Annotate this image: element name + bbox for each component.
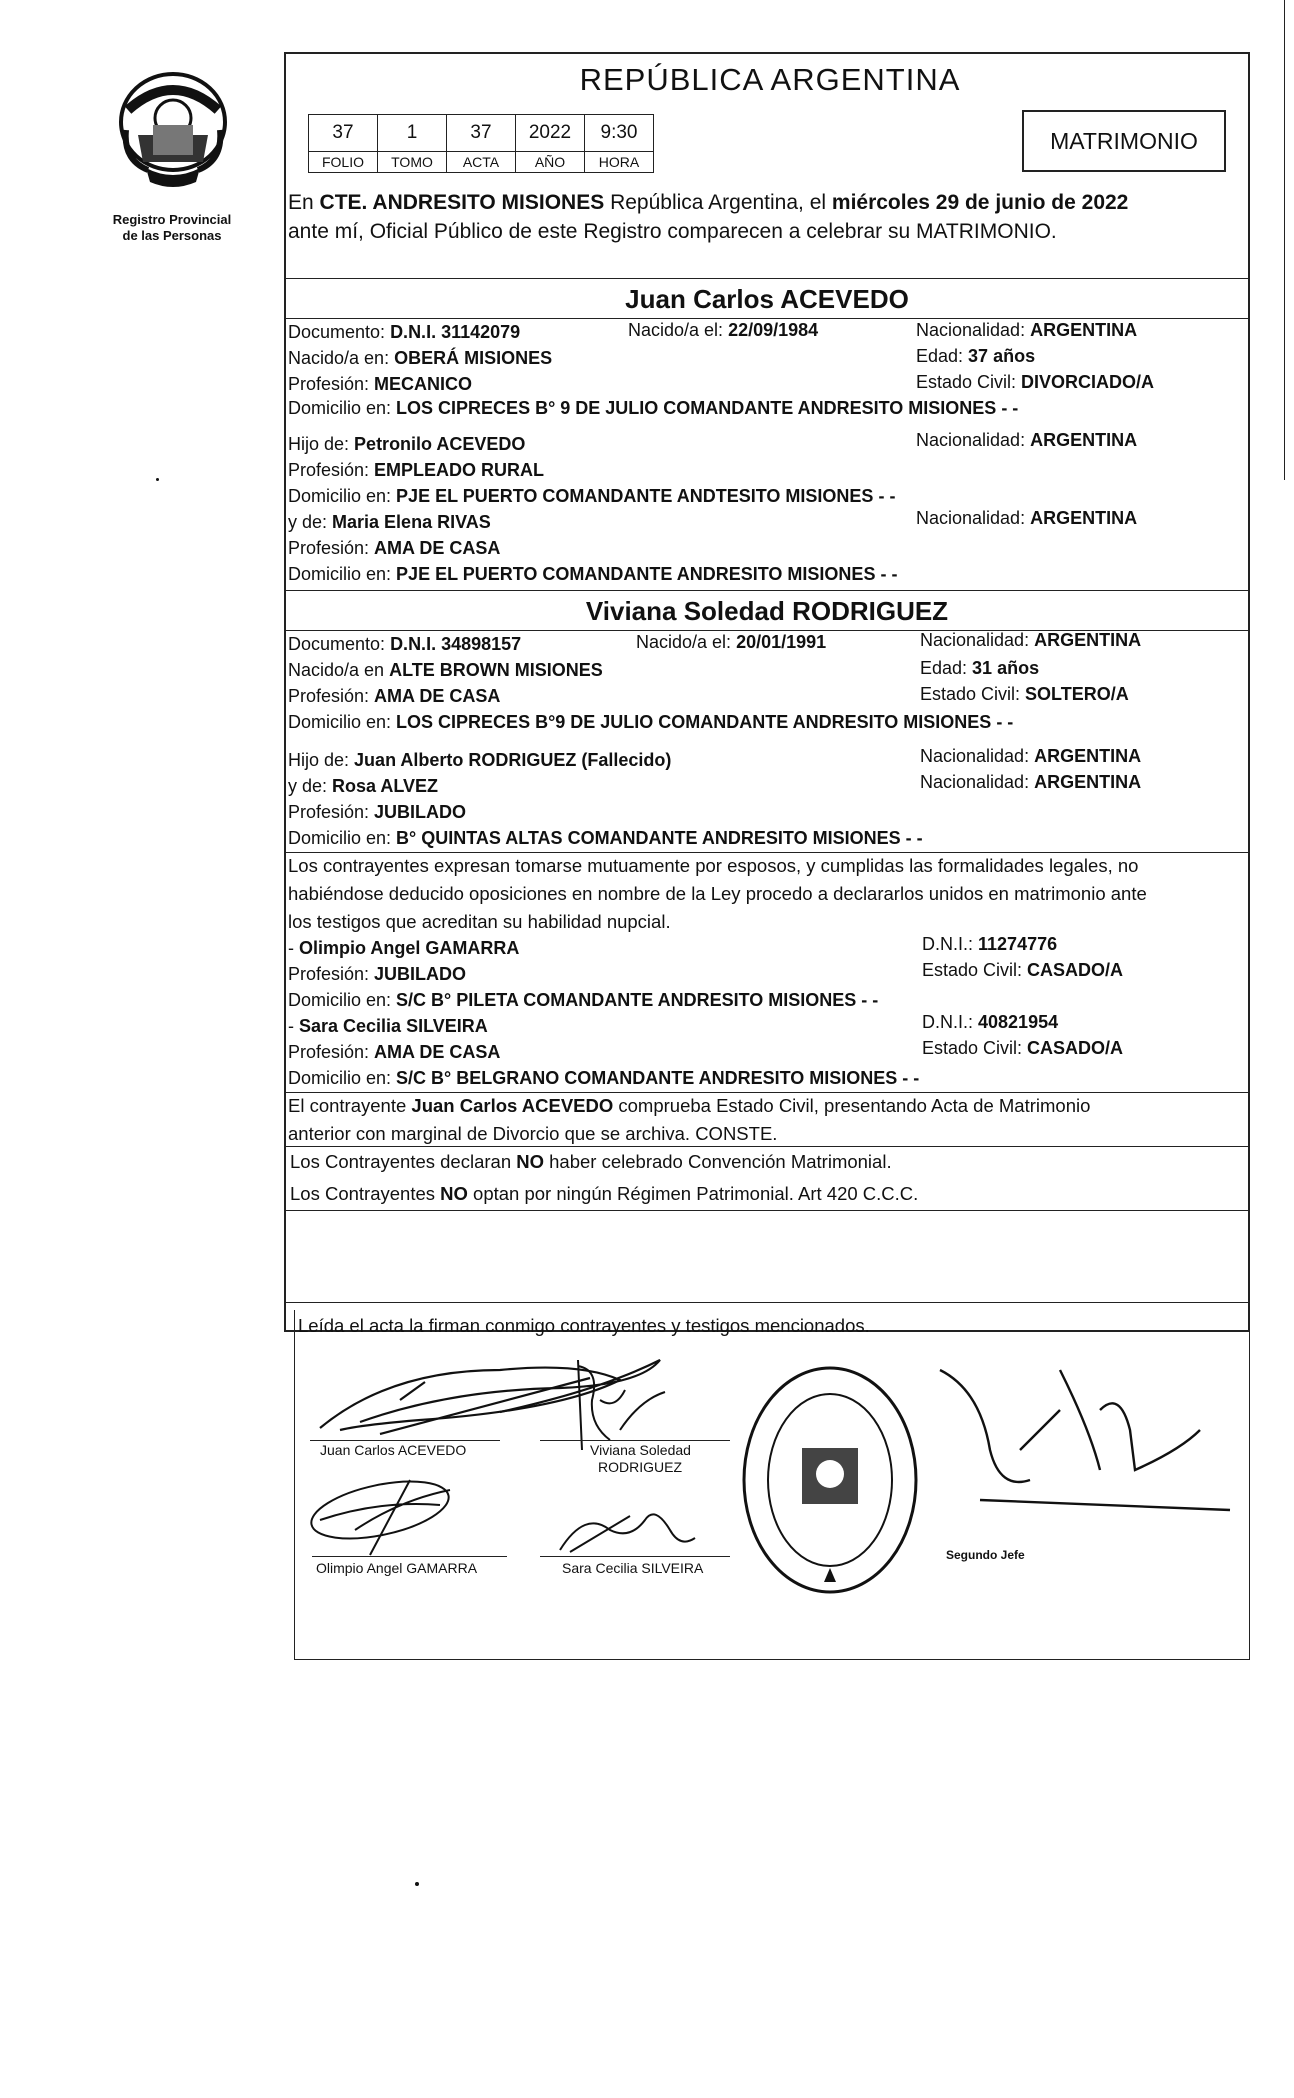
witness2-signature-line bbox=[540, 1556, 730, 1557]
witness2-name: - Sara Cecilia SILVEIRA bbox=[288, 1016, 488, 1036]
witness1-domicilio: Domicilio en: S/C B° PILETA COMANDANTE ANDRESITO MISIONES - - bbox=[288, 990, 879, 1010]
bride-nacionalidad: Nacionalidad: ARGENTINA bbox=[920, 630, 1142, 650]
witness2-estado-civil: Estado Civil: CASADO/A bbox=[922, 1038, 1124, 1058]
bride-signature-icon bbox=[578, 1360, 665, 1450]
logo-caption-line2: de las Personas bbox=[122, 228, 222, 243]
official-title: Segundo Jefe bbox=[946, 1548, 1025, 1562]
bride-name: Viviana Soledad RODRIGUEZ bbox=[585, 596, 949, 626]
hora-label: HORA bbox=[585, 152, 654, 173]
act-type-box: MATRIMONIO bbox=[1022, 110, 1226, 172]
logo-caption-line1: Registro Provincial bbox=[112, 212, 232, 227]
divider bbox=[284, 318, 1250, 319]
anio-label: AÑO bbox=[516, 152, 585, 173]
acta-value: 37 bbox=[447, 115, 516, 152]
divider bbox=[284, 590, 1250, 591]
witness2-signature-icon bbox=[560, 1514, 695, 1552]
groom-domicilio: Domicilio en: LOS CIPRECES B° 9 DE JULIO COMANDANTE ANDRESITO MISIONES - - bbox=[288, 398, 1019, 418]
anio-value: 2022 bbox=[516, 115, 585, 152]
bride-edad: Edad: 31 años bbox=[920, 658, 1040, 678]
groom-edad: Edad: 37 años bbox=[916, 346, 1036, 366]
country-title: REPÚBLICA ARGENTINA bbox=[579, 62, 961, 97]
groom-father-profesion: Profesión: EMPLEADO RURAL bbox=[288, 460, 545, 480]
coat-of-arms-icon bbox=[108, 70, 238, 230]
official-seal-icon bbox=[744, 1368, 916, 1592]
tomo-value: 1 bbox=[378, 115, 447, 152]
bride-mother-domicilio: Domicilio en: B° QUINTAS ALTAS COMANDANTE ANDRESITO MISIONES - - bbox=[288, 828, 923, 848]
groom-father-domicilio: Domicilio en: PJE EL PUERTO COMANDANTE ANDTESITO MISIONES - - bbox=[288, 486, 896, 506]
bride-mother-profesion: Profesión: JUBILADO bbox=[288, 802, 467, 822]
divider bbox=[284, 1146, 1250, 1147]
witness2-signature-name: Sara Cecilia SILVEIRA bbox=[562, 1560, 704, 1576]
witness1-profesion: Profesión: JUBILADO bbox=[288, 964, 467, 984]
hora-value: 9:30 bbox=[585, 115, 654, 152]
witness1-signature-icon bbox=[306, 1471, 453, 1555]
registry-table bbox=[308, 114, 654, 173]
groom-mother-nacionalidad: Nacionalidad: ARGENTINA bbox=[916, 508, 1138, 528]
groom-name: Juan Carlos ACEVEDO bbox=[625, 284, 909, 314]
groom-signature-line bbox=[310, 1440, 500, 1441]
groom-signature-icon bbox=[320, 1360, 660, 1434]
declaration-text: Los contrayentes expresan tomarse mutuamente por esposos, y cumplidas las formalidades legales, no habiéndose deducido oposiciones en nombre de la Ley procedo a declararlos unidos en matrimonio ante los testigos que acreditan su habilidad nupcial. bbox=[288, 855, 1147, 932]
groom-mother: y de: Maria Elena RIVAS bbox=[288, 512, 491, 532]
witness1-estado-civil: Estado Civil: CASADO/A bbox=[922, 960, 1124, 980]
groom-mother-domicilio: Domicilio en: PJE EL PUERTO COMANDANTE ANDRESITO MISIONES - - bbox=[288, 564, 898, 584]
witness1-dni: D.N.I.: 11274776 bbox=[922, 934, 1058, 954]
registry-logo bbox=[108, 70, 238, 243]
bride-nacido-en: Nacido/a en ALTE BROWN MISIONES bbox=[288, 660, 603, 680]
witness2-dni: D.N.I.: 40821954 bbox=[922, 1012, 1059, 1032]
groom-estado-civil: Estado Civil: DIVORCIADO/A bbox=[916, 372, 1155, 392]
page-edge-line bbox=[1284, 0, 1285, 480]
scan-dot bbox=[156, 478, 159, 481]
tomo-label: TOMO bbox=[378, 152, 447, 173]
groom-nacido-en: Nacido/a en: OBERÁ MISIONES bbox=[288, 348, 553, 368]
groom-signature-name: Juan Carlos ACEVEDO bbox=[320, 1442, 467, 1458]
intro-paragraph: En CTE. ANDRESITO MISIONES República Argentina, el miércoles 29 de junio de 2022 ante mí, Oficial Público de este Registro comparecen a celebrar su MATRIMONIO. bbox=[288, 191, 1129, 243]
witness1-name: - Olimpio Angel GAMARRA bbox=[288, 938, 520, 958]
bride-domicilio: Domicilio en: LOS CIPRECES B°9 DE JULIO COMANDANTE ANDRESITO MISIONES - - bbox=[288, 712, 1014, 732]
scan-dot bbox=[415, 1882, 419, 1886]
groom-nacionalidad: Nacionalidad: ARGENTINA bbox=[916, 320, 1138, 340]
groom-nacido-el: Nacido/a el: 22/09/1984 bbox=[628, 320, 819, 340]
bride-signature-name2: RODRIGUEZ bbox=[598, 1459, 682, 1475]
reading-statement: Leída el acta la firman conmigo contrayentes y testigos mencionados. bbox=[298, 1315, 870, 1336]
groom-documento: Documento: D.N.I. 31142079 bbox=[288, 322, 521, 342]
convention-note: Los Contrayentes declaran NO haber celebrado Convención Matrimonial. Los Contrayentes NO optan por ningún Régimen Patrimonial. Art 420 C.C.C. bbox=[290, 1151, 919, 1204]
witness1-signature-line bbox=[312, 1556, 507, 1557]
folio-value: 37 bbox=[309, 115, 378, 152]
acta-label: ACTA bbox=[447, 152, 516, 173]
bride-father: Hijo de: Juan Alberto RODRIGUEZ (Fallecido) bbox=[288, 750, 672, 770]
bride-mother: y de: Rosa ALVEZ bbox=[288, 776, 439, 796]
bride-signature-name1: Viviana Soledad bbox=[590, 1442, 691, 1458]
groom-father: Hijo de: Petronilo ACEVEDO bbox=[288, 434, 526, 454]
bride-mother-nacionalidad: Nacionalidad: ARGENTINA bbox=[920, 772, 1142, 792]
groom-profesion: Profesión: MECANICO bbox=[288, 374, 473, 394]
bride-father-nacionalidad: Nacionalidad: ARGENTINA bbox=[920, 746, 1142, 766]
signatures-svg bbox=[300, 1330, 1250, 1650]
bride-documento: Documento: D.N.I. 34898157 bbox=[288, 634, 522, 654]
divider bbox=[284, 1210, 1250, 1211]
folio-label: FOLIO bbox=[309, 152, 378, 173]
divider bbox=[284, 1302, 1250, 1303]
bride-estado-civil: Estado Civil: SOLTERO/A bbox=[920, 684, 1129, 704]
official-signature-icon bbox=[940, 1370, 1230, 1510]
witness2-profesion: Profesión: AMA DE CASA bbox=[288, 1042, 501, 1062]
bride-profesion: Profesión: AMA DE CASA bbox=[288, 686, 501, 706]
groom-father-nacionalidad: Nacionalidad: ARGENTINA bbox=[916, 430, 1138, 450]
groom-mother-profesion: Profesión: AMA DE CASA bbox=[288, 538, 501, 558]
witness1-signature-name: Olimpio Angel GAMARRA bbox=[316, 1560, 478, 1576]
bride-nacido-el: Nacido/a el: 20/01/1991 bbox=[636, 632, 827, 652]
bride-signature-line bbox=[540, 1440, 730, 1441]
witness2-domicilio: Domicilio en: S/C B° BELGRANO COMANDANTE ANDRESITO MISIONES - - bbox=[288, 1068, 920, 1088]
divorce-note: El contrayente Juan Carlos ACEVEDO comprueba Estado Civil, presentando Acta de Matrimonio anterior con marginal de Divorcio que se archiva. CONSTE. bbox=[288, 1095, 1091, 1144]
divider bbox=[284, 278, 1250, 279]
